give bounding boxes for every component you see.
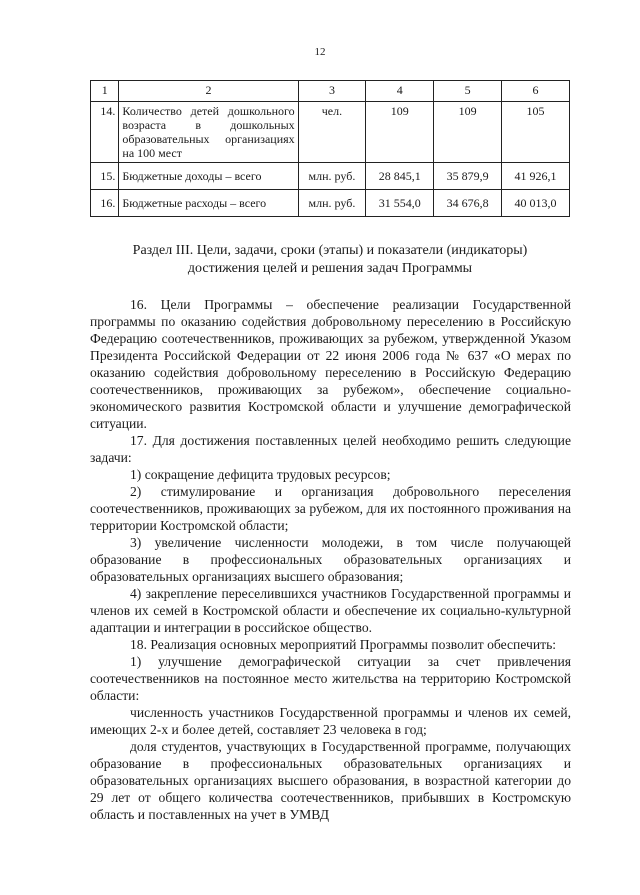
row-number: 16. bbox=[91, 190, 119, 217]
indicators-table bbox=[90, 80, 570, 217]
section-title-line: достижения целей и решения задач Программы bbox=[187, 261, 473, 276]
header-cell: 3 bbox=[298, 81, 366, 102]
row-number: 14. bbox=[91, 102, 119, 163]
header-cell: 1 bbox=[91, 81, 119, 102]
header-cell: 5 bbox=[434, 81, 502, 102]
page-number: 12 bbox=[314, 46, 326, 58]
paragraph: 17. Для достижения поставленных целей необходимо решить следующие задачи: bbox=[90, 433, 571, 465]
row-value: 34 676,8 bbox=[434, 190, 502, 217]
list-item: 1) сокращение дефицита трудовых ресурсов; bbox=[130, 467, 391, 482]
row-value: 31 554,0 bbox=[366, 190, 434, 217]
row-value: 35 879,9 bbox=[434, 163, 502, 190]
table-row bbox=[91, 163, 570, 190]
paragraph: 16. Цели Программы – обеспечение реализации Государственной программы по оказанию содействия добровольному переселению в Российскую Федерацию соотечественников, проживающих за рубежом, утвержденной Указом Президента Российской Федерации от 22 июня 2006 года № 637 «О мерах по оказанию содействия добровольному переселению в Российскую Федерацию соотечественников, проживающих за рубежом», обеспечение социально-экономического развития Костромской области и улучшение демографической ситуации. bbox=[90, 297, 571, 431]
row-value: 40 013,0 bbox=[502, 190, 570, 217]
table-row bbox=[91, 190, 570, 217]
table-row bbox=[91, 102, 570, 163]
row-value: 109 bbox=[366, 102, 434, 163]
row-unit: чел. bbox=[298, 102, 366, 163]
row-name: Бюджетные доходы – всего bbox=[119, 163, 298, 190]
paragraph: доля студентов, участвующих в Государственной программе, получающих образование в профессиональных образовательных организациях и образовательных организациях высшего образования, в возрастной категории до 29 лет от общего количества соотечественников, прибывших в Костромскую область и поставленных на учет в УМВД bbox=[90, 739, 571, 822]
row-name: Количество детей дошкольного возраста в дошкольных образовательных организациях на 100 мест bbox=[119, 102, 298, 163]
header-cell: 4 bbox=[366, 81, 434, 102]
paragraph: численность участников Государственной программы и членов их семей, имеющих 2-х и более детей, составляет 23 человека в год; bbox=[90, 705, 571, 737]
header-cell: 2 bbox=[119, 81, 298, 102]
list-item: 4) закрепление переселившихся участников Государственной программы и членов их семей в Костромской области и обеспечение их социально-культурной адаптации и интеграции в российское общество. bbox=[90, 586, 571, 635]
list-item: 1) улучшение демографической ситуации за счет привлечения соотечественников на постоянное место жительства на территорию Костромской области: bbox=[90, 654, 571, 703]
paragraph: 18. Реализация основных мероприятий Программы позволит обеспечить: bbox=[130, 637, 557, 652]
row-name: Бюджетные расходы – всего bbox=[119, 190, 298, 217]
row-unit: млн. руб. bbox=[298, 163, 366, 190]
row-number: 15. bbox=[91, 163, 119, 190]
list-item: 2) стимулирование и организация добровольного переселения соотечественников, проживающих за рубежом, для их постоянного проживания на территории Костромской области; bbox=[90, 484, 571, 533]
row-value: 41 926,1 bbox=[502, 163, 570, 190]
body-text bbox=[90, 296, 571, 823]
section-title bbox=[90, 242, 570, 278]
header-cell: 6 bbox=[502, 81, 570, 102]
section-title-line: Раздел III. Цели, задачи, сроки (этапы) и показатели (индикаторы) bbox=[132, 243, 528, 258]
row-value: 28 845,1 bbox=[366, 163, 434, 190]
row-value: 105 bbox=[502, 102, 570, 163]
row-unit: млн. руб. bbox=[298, 190, 366, 217]
table-header-row bbox=[91, 81, 570, 102]
list-item: 3) увеличение численности молодежи, в том числе получающей образование в профессиональных образовательных организациях и образовательных организациях высшего образования; bbox=[90, 535, 571, 584]
row-value: 109 bbox=[434, 102, 502, 163]
